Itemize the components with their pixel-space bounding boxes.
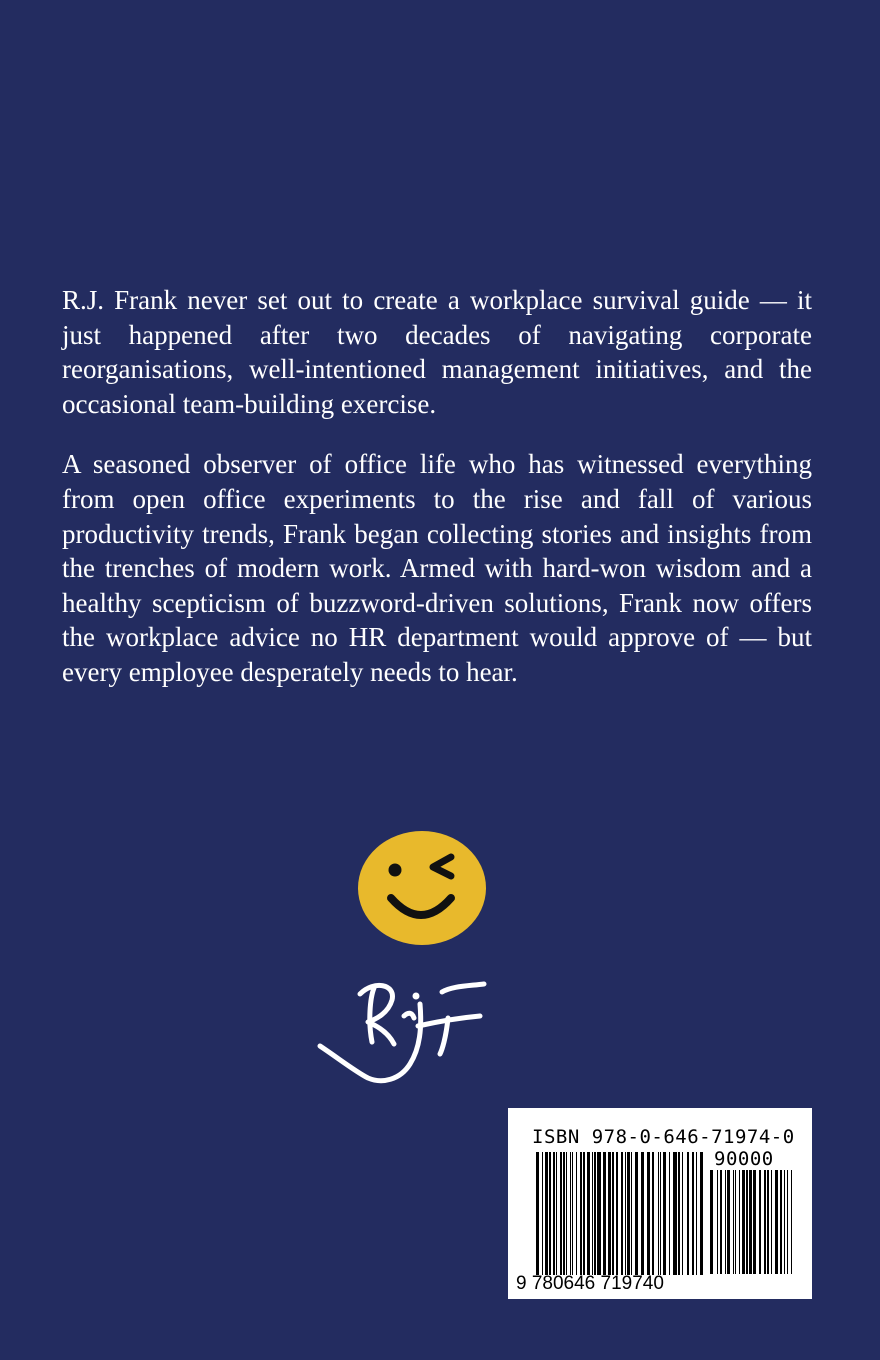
blurb: [62, 283, 812, 690]
barcode-addon-bars: [710, 1170, 792, 1274]
price-code: 90000: [714, 1148, 774, 1170]
barcode-digits: 9 780646 719740: [516, 1273, 664, 1294]
blurb-paragraph: A seasoned observer of office life who has witnessed everything from open office experiments to the rise and fall of various productivity trends, Frank began collecting stories and insights from the trenches of modern work. Armed with hard-won wisdom and a healthy scepticism of buzzword-driven solutions, Frank now offers the workplace advice no HR department would approve of — but every employee desperately needs to hear.: [62, 449, 812, 687]
barcode-bars: [536, 1152, 704, 1275]
isbn-barcode: [508, 1108, 812, 1299]
blurb-paragraph: R.J. Frank never set out to create a workplace survival guide — it just happened after two decades of navigating corporate reorganisations, well-intentioned management initiatives, and the occasional team-building exercise.: [62, 285, 812, 419]
isbn-label: ISBN 978-0-646-71974-0: [532, 1126, 795, 1148]
rjf-signature: [316, 978, 488, 1088]
winking-smiley-icon: [357, 830, 487, 946]
